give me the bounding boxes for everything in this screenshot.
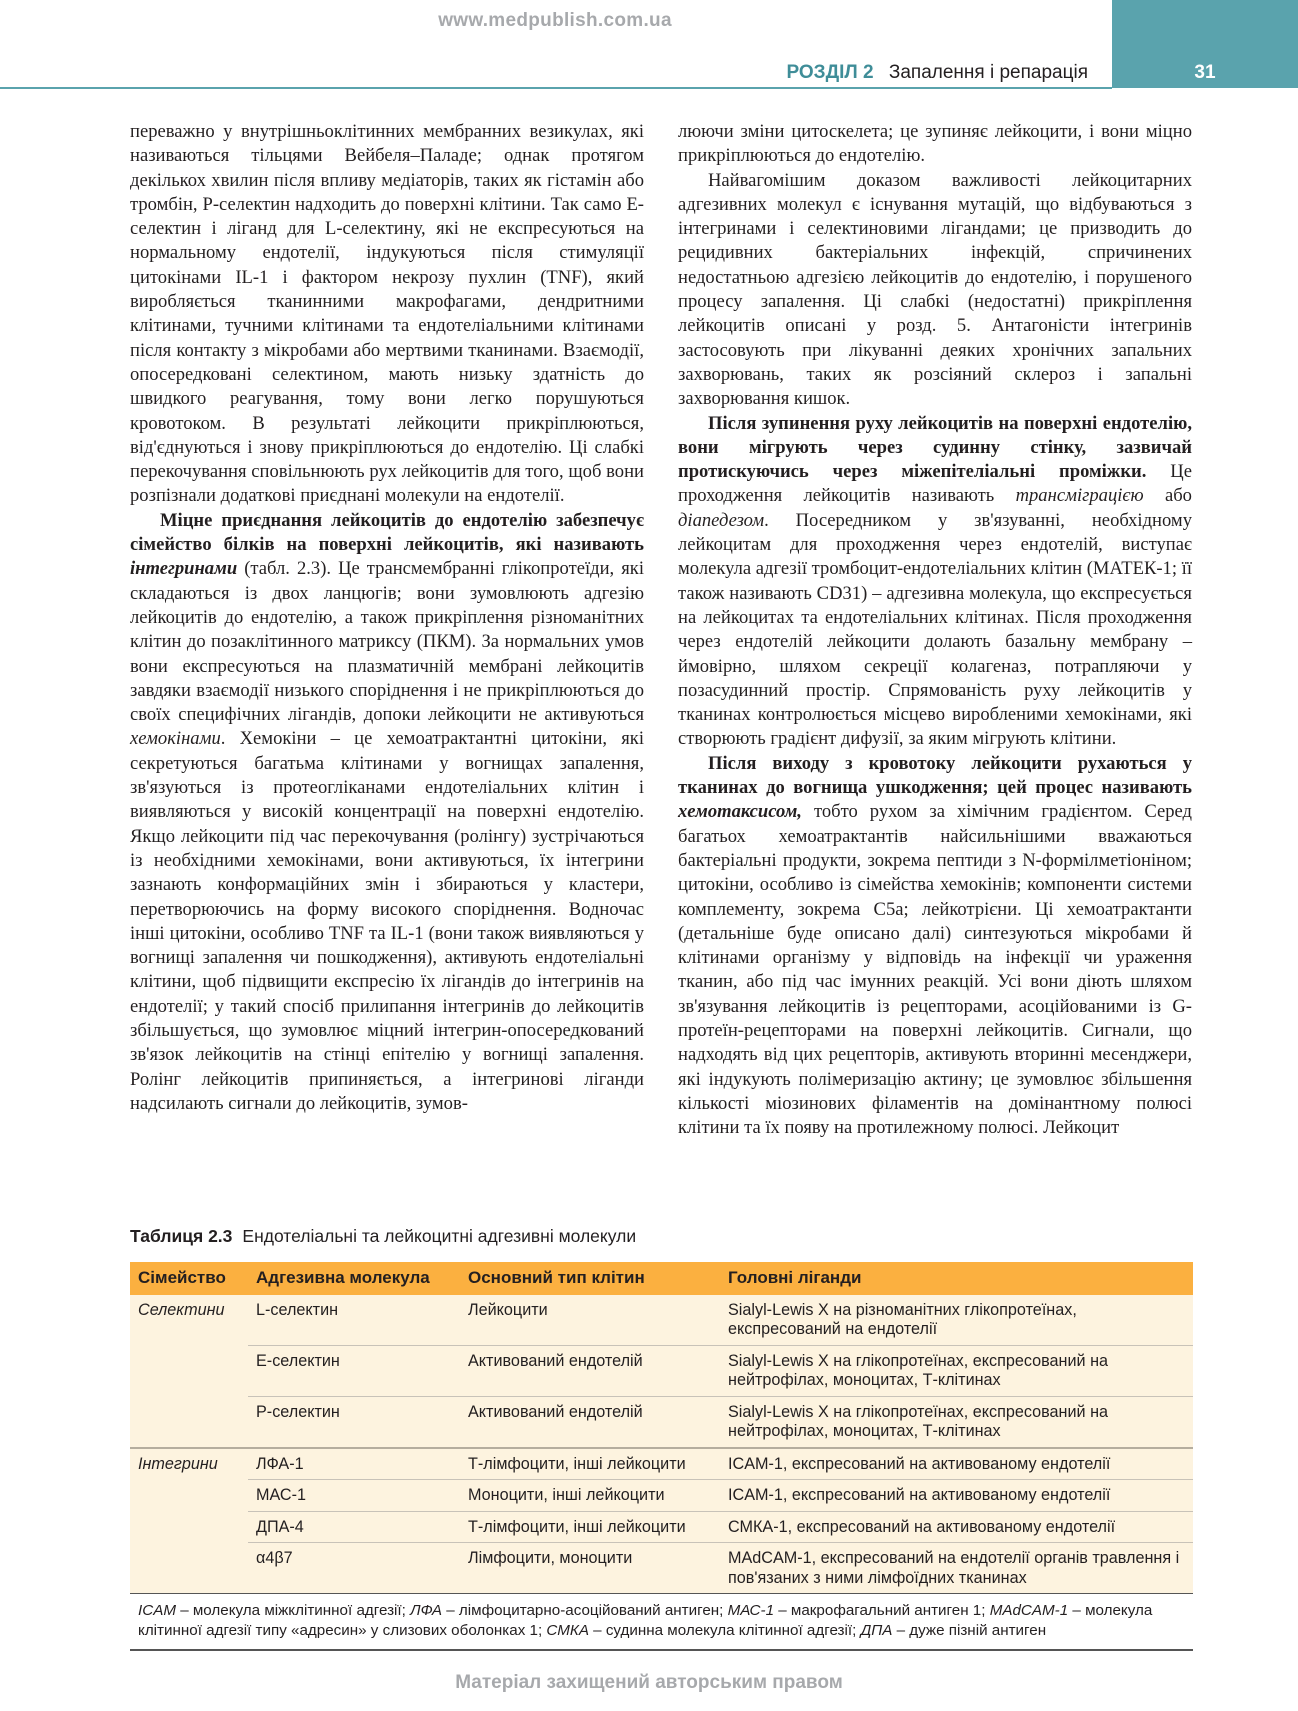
table-header-row [130, 1262, 1193, 1295]
molecule-cell: Е-селектин [248, 1345, 460, 1396]
chapter-label: РОЗДІЛ 2 [786, 62, 874, 83]
table-header-cell: Сімейство [130, 1262, 248, 1295]
site-url[interactable]: www.medpublish.com.ua [438, 10, 672, 31]
chapter-title: Запалення і репарація [888, 62, 1088, 83]
table-note-row [130, 1594, 1193, 1651]
family-cell [130, 1345, 248, 1396]
paragraph: Найвагомішим доказом важливості лейкоцитарних адгезивних молекул є існування мутацій, що відбуваються з інтегринами і селектиновими лігандами; це призводить до рецидивних бактеріальних інфекцій, спричинених недостатньою адгезією лейкоцитів до ендотелію, і порушеного процесу запалення. Ці слабкі (недостатні) прикріплення лейкоцитів описані у розд. 5. Антагоністи інтегринів застосовують при лікуванні деяких хронічних запальних захворювань, таких як розсіяний склероз і запальні захворювання кишок. [678, 169, 1192, 410]
cell-type-cell: Т-лімфоцити, інші лейкоцити [460, 1511, 720, 1543]
ligand-cell: Sialyl-Lewis X на глікопротеїнах, експресований на нейтрофілах, моноцитах, Т-клітинах [720, 1396, 1193, 1448]
paragraph: переважно у внутрішньоклітинних мембранних везикулах, які називаються тільцями Вейбеля–Паладе; однак протягом декількох хвилин після впливу медіаторів, таких як гістамін або тромбін, Р-селектин надходить до поверхні клітини. Так само Е-селектин і ліганд для L-селектину, які не експресуються на нормальному ендотелії, індукуються після стимуляції цитокінами IL-1 і фактором некрозу пухлин (TNF), який виробляється тканинними макрофагами, дендритними клітинами, тучними клітинами та ендотеліальними клітинами після контакту з мікробами або мертвими тканинами. Взаємодії, опосередковані селектином, мають низьку здатність до швидкого реагування, тому вони легко порушуються кровотоком. В результаті лейкоцити прикріплюються, від'єднуються і знову прикріплюються до ендотелію. Ці слабкі перекочування сповільнюють рух лейкоцитів для того, щоб вони розпізнали додаткові приєднані молекули на ендотелії. [130, 121, 644, 507]
cell-type-cell: Моноцити, інші лейкоцити [460, 1480, 720, 1512]
paragraph: Після виходу з кровотоку лейкоцити рухаються у тканинах до вогнища ушкодження; цей процес називають хемотаксисом, тобто рухом за хімічним градієнтом. Серед багатьох хемоатрактантів найсильнішими вважаються бактеріальні продукти, зокрема пептиди з N-формілметіоніном; цитокіни, особливо із сімейства хемокінів; компоненти системи комплементу, зокрема C5a; лейкотрієни. Ці хемоатрактанти (детальніше буде описано далі) синтезуються мікробами й клітинами організму у відповідь на інфекції чи ураження тканин, або під час імунних реакцій. Усі вони діють шляхом зв'язування лейкоцитів із рецепторами, асоційованими із G-протеїн-рецепторами на поверхні лейкоцитів. Сигнали, що надходять від цих рецепторів, активують вторинні месенджери, які індукують полімеризацію актину; це зумовлює збільшення кількості міозинових філаментів на домінантному полюсі клітини та їх появу на протилежному полюсі. Лейкоцит [678, 752, 1192, 1139]
adhesion-molecules-table [130, 1262, 1193, 1651]
table-row [130, 1511, 1193, 1543]
molecule-cell: Р-селектин [248, 1396, 460, 1448]
ligand-cell: Sialyl-Lewis X на глікопротеїнах, експресований на нейтрофілах, моноцитах, Т-клітинах [720, 1345, 1193, 1396]
family-cell: Інтегрини [130, 1448, 248, 1480]
paragraph: Міцне приєднання лейкоцитів до ендотелію забезпечує сімейство білків на поверхні лейкоцитів, які називають інтегринами (табл. 2.3). Це трансмембранні глікопротеїди, які складаються із двох ланцюгів; вони зумовлюють адгезію лейкоцитів до ендотелію, а також прикріплення різноманітних клітин до позаклітинного матриксу (ПКМ). За нормальних умов вони експресуються на плазматичній мембрані лейкоцитів завдяки взаємодії низького споріднення і не прикріплюються до своїх специфічних лігандів, допоки лейкоцити не активуються хемокінами. Хемокіни – це хемоатрактантні цитокіни, які секретуються багатьма клітинами у вогнищах запалення, зв'язуються із протеогліканами ендотеліальних клітин і виявляються у високій концентрації на поверхні ендотелію. Якщо лейкоцити під час перекочування (ролінгу) зустрічаються із необхідними хемокінами, вони активуються, їх інтегрини зазнають конформаційних змін і збираються у кластери, перетворюючись на форму високого споріднення. Водночас інші цитокіни, особливо TNF та IL-1 (вони також виявляються у вогнищі запалення чи пошкодження), активують ендотеліальні клітини, щоб підвищити експресію їх лігандів до інтегринів на ендотелії; у такий спосіб прилипання інтегринів до лейкоцитів збільшується, що зумовлює міцний інтегрин-опосередкований зв'язок лейкоцитів на стінці епітелію у вогнищі запалення. Ролінг лейкоцитів припиняється, а інтегринові ліганди надсилають сигнали до лейкоцитів, зумов- [130, 509, 644, 1114]
table-row [130, 1480, 1193, 1512]
family-cell [130, 1511, 248, 1543]
ligand-cell: MAdCAM-1, експресований на ендотелії органів травлення і пов'язаних з ними лімфоїдних тканинах [720, 1543, 1193, 1594]
paragraph: люючи зміни цитоскелета; це зупиняє лейкоцити, і вони міцно прикріплюються до ендотелію. [678, 121, 1192, 167]
left-column [130, 120, 644, 1116]
table-row [130, 1543, 1193, 1594]
family-cell: Селектини [130, 1295, 248, 1346]
family-cell [130, 1480, 248, 1512]
table-header-cell: Основний тип клітин [460, 1262, 720, 1295]
ligand-cell: ICAM-1, експресований на активованому ендотелії [720, 1480, 1193, 1512]
family-cell [130, 1543, 248, 1594]
running-head [786, 62, 1088, 84]
table-row [130, 1448, 1193, 1480]
ligand-cell: ICAM-1, експресований на активованому ендотелії [720, 1448, 1193, 1480]
copyright-notice: Матеріал захищений авторським правом [455, 1672, 843, 1693]
family-cell [130, 1396, 248, 1448]
cell-type-cell: Т-лімфоцити, інші лейкоцити [460, 1448, 720, 1480]
table-header-cell: Головні ліганди [720, 1262, 1193, 1295]
table-caption [130, 1226, 636, 1247]
molecule-cell: L-селектин [248, 1295, 460, 1346]
page-number: 31 [1194, 62, 1216, 83]
paragraph: Після зупинення руху лейкоцитів на поверхні ендотелію, вони мігрують через судинну стінку, зазвичай протискуючись через міжепітеліальні проміжки. Це проходження лейкоцитів називають трансміграцією або діапедезом. Посередником у зв'язуванні, необхідному лейкоцитам для проходження через ендотелій, виступає молекула адгезії тромбоцит-ендотеліальних клітин (МАТЕК-1; її також називають CD31) – адгезивна молекула, що експресується на лейкоцитах та ендотеліальних клітинах. Після проходження через ендотелій лейкоцити долають базальну мембрану – ймовірно, шляхом секреції колагеназ, потрапляючи у позасудинний простір. Спрямованість руху лейкоцитів у тканинах контролюється місцево виробленими хемокінами, які створюють градієнт дифузії, за яким мігрують клітини. [678, 412, 1192, 750]
cell-type-cell: Активований ендотелій [460, 1345, 720, 1396]
ligand-cell: Sialyl-Lewis X на різноманітних глікопротеїнах, експресований на ендотелії [720, 1295, 1193, 1346]
header-rule [0, 87, 1112, 89]
table-caption-label: Таблиця 2.3 [130, 1226, 233, 1246]
table-row [130, 1396, 1193, 1448]
table-abbreviations-note: ICAM – молекула міжклітинної адгезії; ЛФА – лімфоцитарно-асоційований антиген; МАС-1 – макрофагальний антиген 1; MAdCAM-1 – молекула клітинної адгезії типу «адресин» у слизових оболонках 1; СМКА – судинна молекула клітинної адгезії; ДПА – дуже пізній антиген [130, 1594, 1193, 1651]
cell-type-cell: Лейкоцити [460, 1295, 720, 1346]
table-row [130, 1295, 1193, 1346]
table-row [130, 1345, 1193, 1396]
right-column [678, 120, 1192, 1140]
cell-type-cell: Лімфоцити, моноцити [460, 1543, 720, 1594]
molecule-cell: α4β7 [248, 1543, 460, 1594]
molecule-cell: ДПА-4 [248, 1511, 460, 1543]
table-header-cell: Адгезивна молекула [248, 1262, 460, 1295]
molecule-cell: ЛФА-1 [248, 1448, 460, 1480]
ligand-cell: СМКА-1, експресований на активованому ендотелії [720, 1511, 1193, 1543]
molecule-cell: МАС-1 [248, 1480, 460, 1512]
cell-type-cell: Активований ендотелій [460, 1396, 720, 1448]
table-caption-title: Ендотеліальні та лейкоцитні адгезивні молекули [242, 1226, 637, 1246]
